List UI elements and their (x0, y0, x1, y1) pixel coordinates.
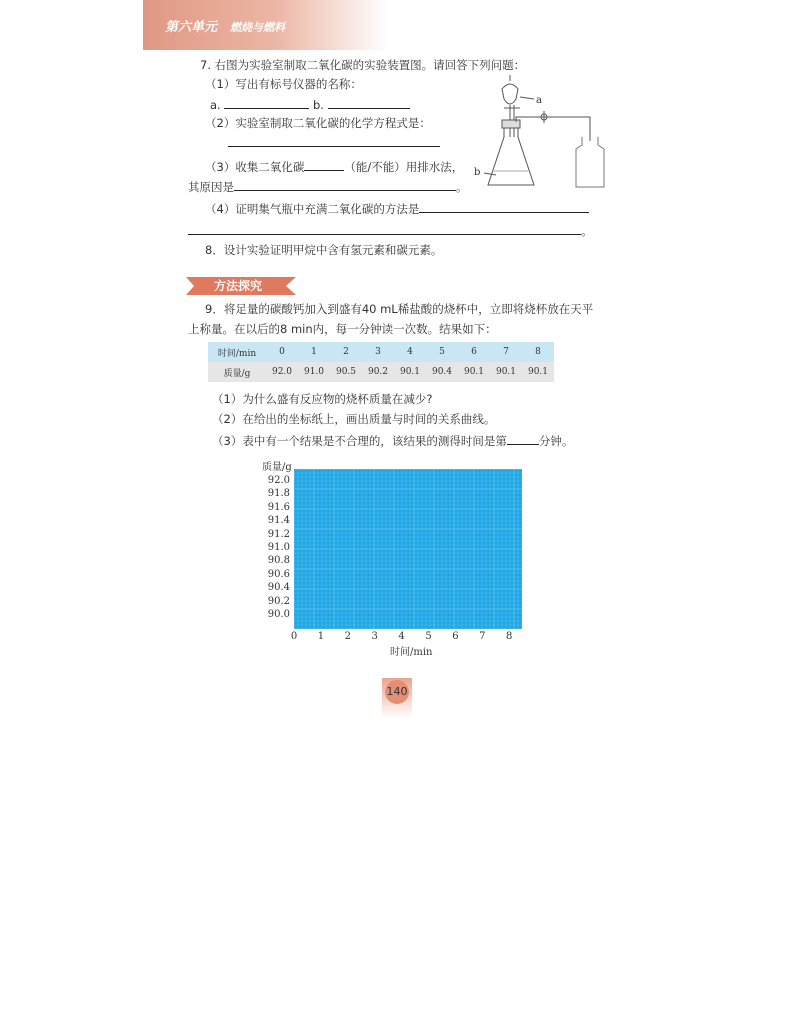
q9-line1: 9．将足量的碳酸钙加入到盛有40 mL稀盐酸的烧杯中，立即将烧杯放在天平 (205, 302, 594, 316)
q7-stem: 7. 右图为实验室制取二氧化碳的实验装置图。请回答下列问题： (200, 58, 526, 72)
time-cell: 6 (458, 342, 490, 362)
q7-part4: （4）证明集气瓶中充满二氧化碳的方法是 (205, 200, 589, 216)
table-header-mass: 质量/g (208, 362, 266, 382)
y-tick-label: 91.0 (267, 542, 290, 553)
q7-part3: （3）收集二氧化碳 （能/不能）用排水法， (205, 160, 464, 174)
q7-part2: （2）实验室制取二氧化碳的化学方程式是： (205, 116, 431, 130)
x-tick-label: 5 (425, 631, 432, 642)
mass-cell: 90.1 (490, 362, 522, 382)
x-axis-label: 时间/min (390, 647, 433, 658)
y-tick-label: 91.6 (267, 501, 290, 513)
y-tick-label: 90.6 (267, 568, 290, 580)
y-tick-label: 90.0 (267, 609, 290, 620)
section-title: 方法探究 (214, 279, 263, 293)
y-tick-label: 91.2 (267, 528, 290, 540)
y-tick-label: 90.8 (267, 555, 290, 567)
x-tick-label: 2 (344, 631, 351, 642)
time-cell: 1 (298, 342, 330, 362)
table-row-mass (208, 362, 554, 382)
mass-cell: 90.4 (426, 362, 458, 382)
q7-part1: （1）写出有标号仪器的名称： (205, 77, 362, 91)
mass-cell: 92.0 (266, 362, 298, 382)
y-tick-label: 90.2 (267, 595, 290, 607)
y-tick-label: 91.8 (267, 488, 290, 500)
mass-cell: 91.0 (298, 362, 330, 382)
x-tick-label: 7 (479, 631, 486, 642)
y-tick-label: 90.4 (267, 582, 290, 594)
label-a: a (536, 95, 542, 106)
y-tick-label: 92.0 (267, 475, 290, 486)
time-cell: 8 (522, 342, 554, 362)
q7-equation-line (228, 146, 440, 147)
q9-part3: （3）表中有一个结果是不合理的，该结果的测得时间是第 分钟。 (212, 434, 574, 448)
x-tick-label: 8 (506, 631, 513, 642)
data-table (208, 342, 554, 382)
page-number: 140 (386, 685, 408, 698)
time-cell: 7 (490, 342, 522, 362)
q8-text: 8．设计实验证明甲烷中含有氢元素和碳元素。 (205, 243, 443, 257)
label-b: b (474, 167, 481, 178)
time-cell: 4 (394, 342, 426, 362)
co2-apparatus-figure (470, 75, 615, 195)
q9-part1: （1）为什么盛有反应物的烧杯质量在减少? (212, 392, 433, 406)
q7-blank-b: b. (313, 96, 410, 112)
x-tick-label: 4 (398, 631, 405, 642)
unit-header (143, 0, 388, 50)
table-row-time (208, 342, 554, 362)
y-tick-label: 91.4 (267, 515, 290, 527)
time-cell: 3 (362, 342, 394, 362)
y-axis-label: 质量/g (262, 462, 292, 473)
q9-part2: （2）在给出的坐标纸上，画出质量与时间的关系曲线。 (212, 412, 496, 426)
q7-part4-line2: 。 (188, 222, 593, 238)
mass-cell: 90.2 (362, 362, 394, 382)
x-tick-label: 3 (371, 631, 378, 642)
time-cell: 5 (426, 342, 458, 362)
mass-cell: 90.1 (458, 362, 490, 382)
grid-paper (294, 469, 522, 629)
unit-title: 第六单元 燃烧与燃料 (165, 20, 286, 35)
time-cell: 0 (266, 342, 298, 362)
q7-blank-a: a. (210, 96, 309, 112)
q7-part3-reason: 其原因是 。 (188, 180, 468, 194)
mass-cell: 90.1 (522, 362, 554, 382)
mass-cell: 90.5 (330, 362, 362, 382)
time-cell: 2 (330, 342, 362, 362)
mass-cell: 90.1 (394, 362, 426, 382)
x-tick-label: 0 (290, 631, 298, 642)
table-header-time: 时间/min (208, 342, 266, 362)
x-tick-label: 6 (452, 631, 459, 642)
q9-line2: 上称量。在以后的8 min内，每一分钟读一次数。结果如下： (188, 322, 497, 336)
x-tick-label: 1 (317, 631, 325, 642)
